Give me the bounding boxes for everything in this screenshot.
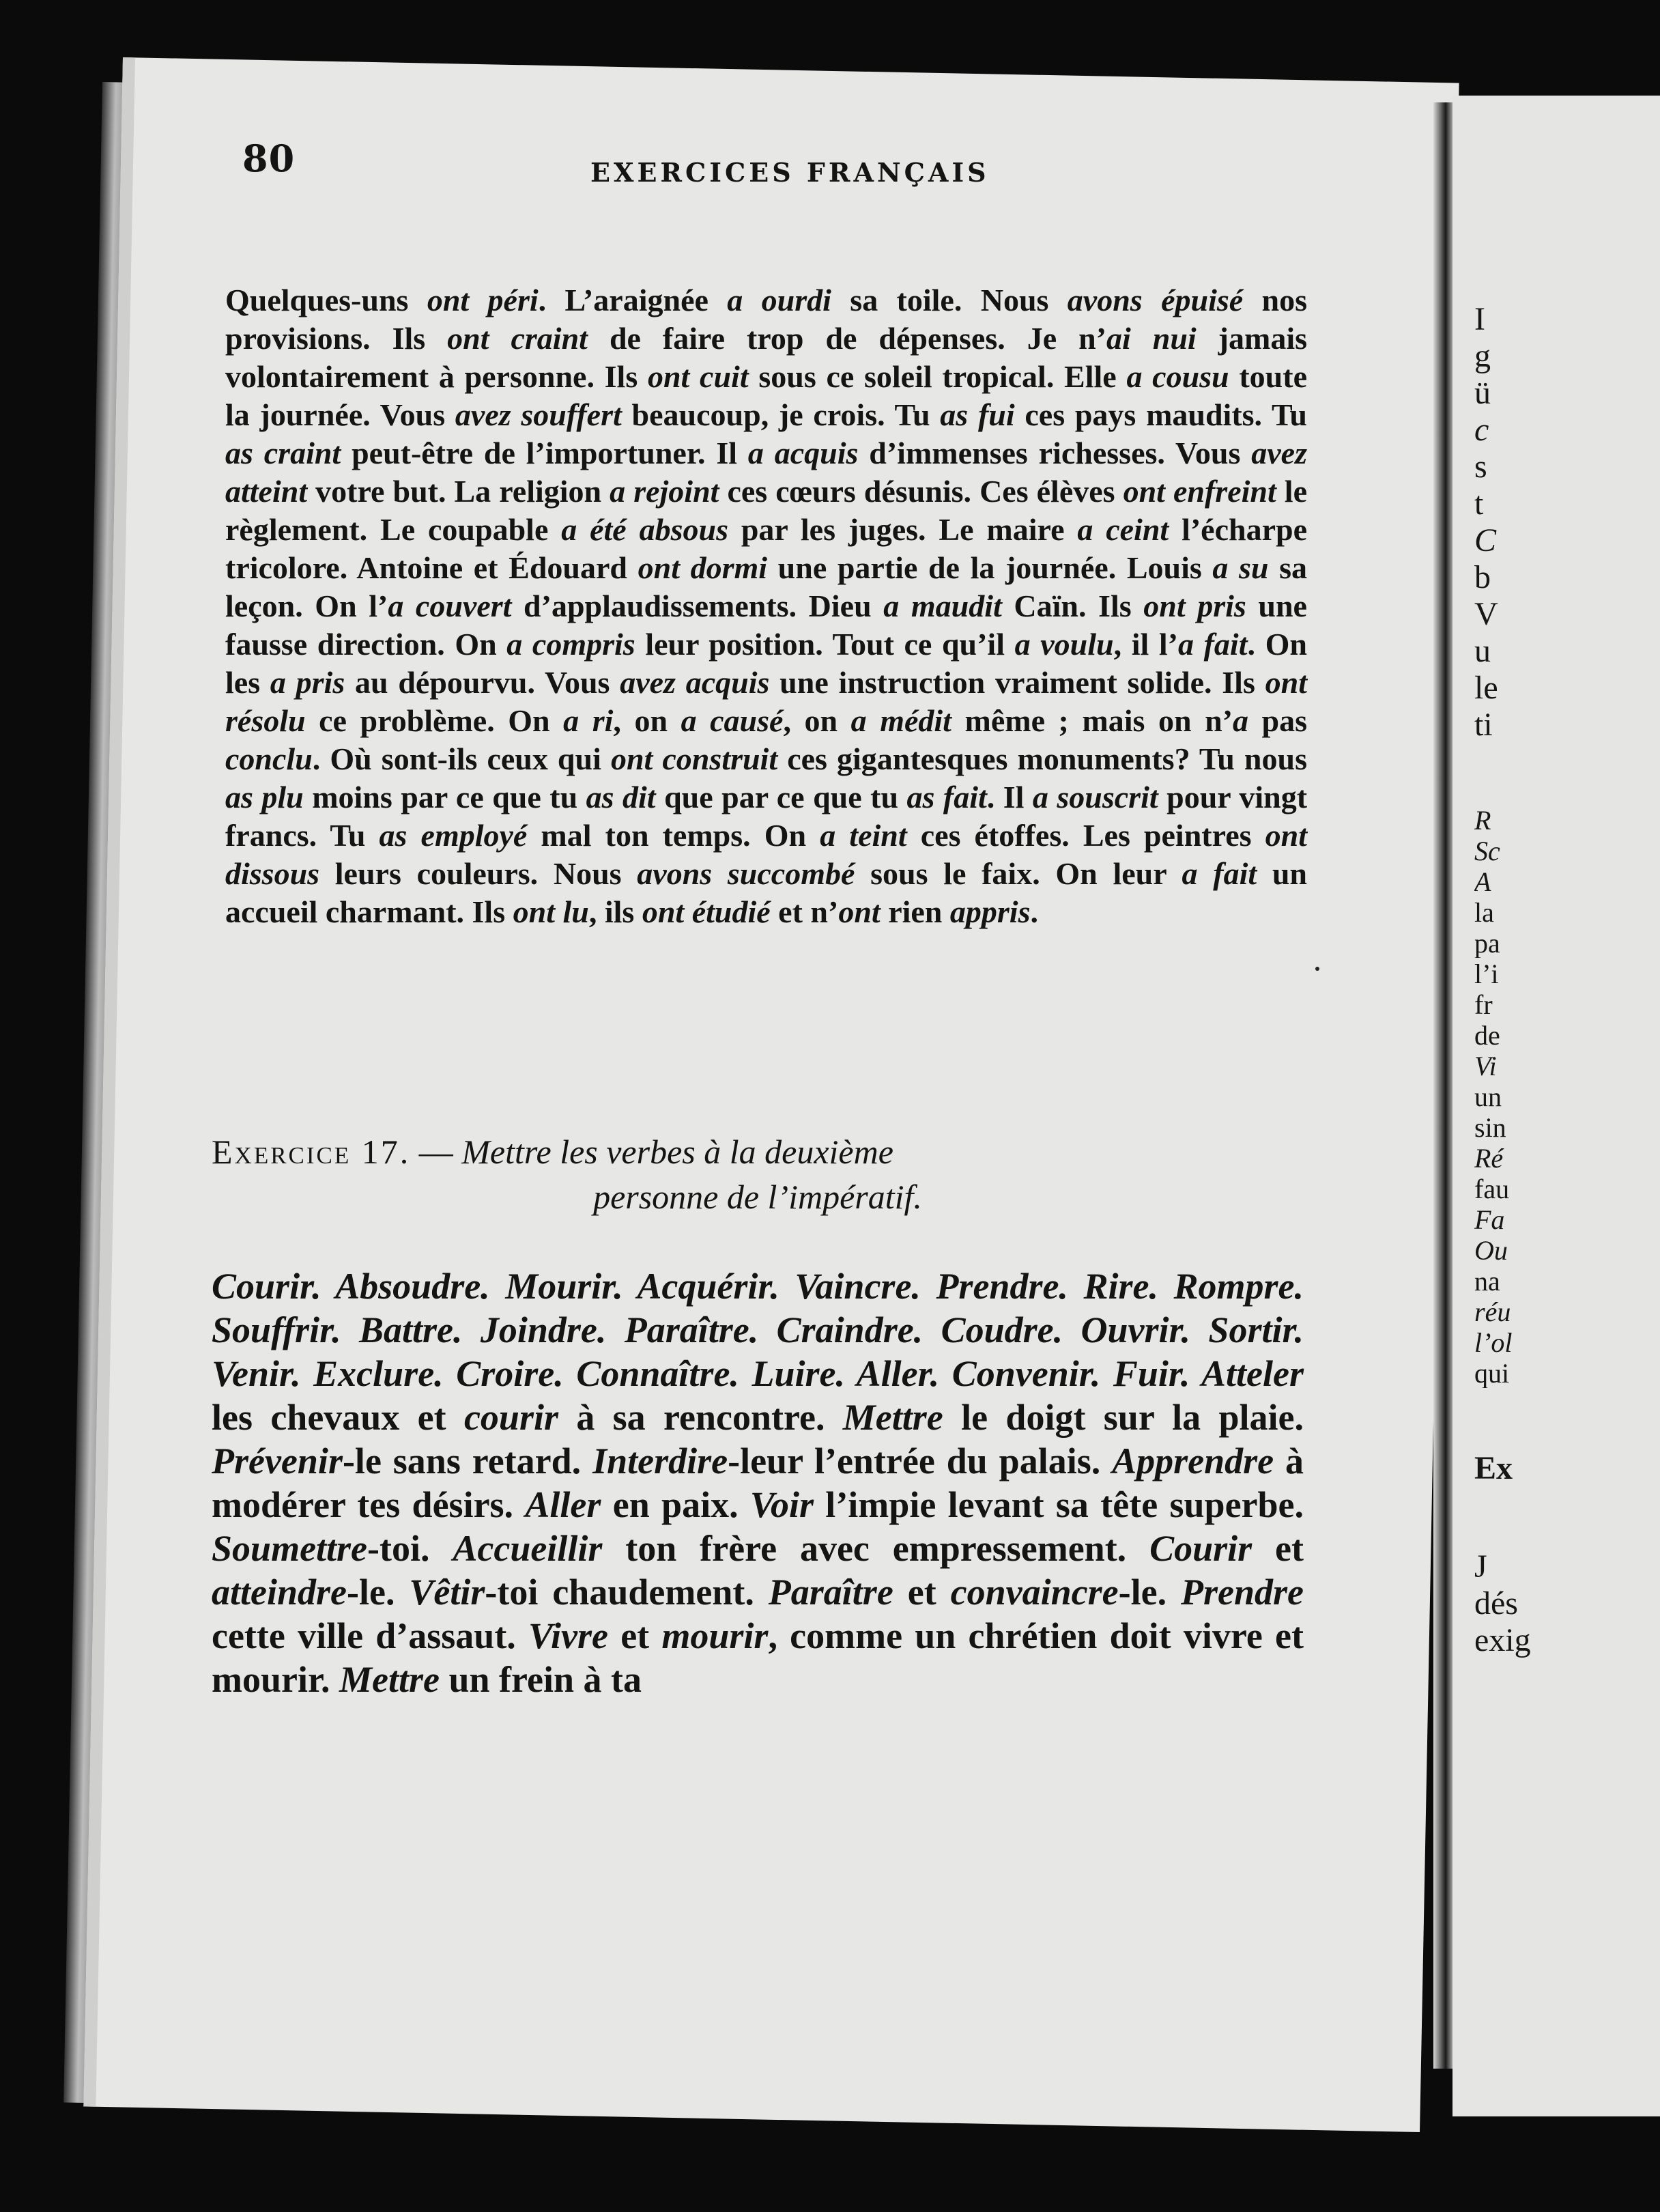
text-run: leurs couleurs. Nous <box>319 856 638 891</box>
right-page-line-fragment: ü <box>1474 375 1491 411</box>
italic-verb-run: a souscrit <box>1032 780 1158 814</box>
italic-verb-run: ont dissous <box>225 818 1307 891</box>
italic-verb-run: Prévenir <box>212 1441 343 1481</box>
text-run: une partie de la journée. Louis <box>767 550 1213 585</box>
text-run: leur position. Tout ce qu’il <box>635 627 1015 662</box>
right-page-line-fragment: Vi <box>1474 1051 1497 1081</box>
italic-verb-run: ont péri <box>427 283 539 317</box>
right-page-line-fragment: na <box>1474 1266 1500 1296</box>
italic-verb-run: Soumettre <box>212 1528 368 1569</box>
fragment-gap <box>1474 1388 1660 1449</box>
italic-verb-run: Vivre <box>528 1615 609 1656</box>
italic-verb-run: Accueillir <box>453 1528 603 1569</box>
text-run: rien <box>880 894 950 929</box>
exercise-17-heading <box>212 1129 1304 1219</box>
italic-verb-run: a pris <box>270 665 345 700</box>
text-run: votre but. La religion <box>307 474 610 509</box>
right-page-line-fragment: c <box>1474 412 1489 448</box>
italic-verb-run: ont lu <box>513 894 589 929</box>
text-run: -le. <box>347 1572 410 1613</box>
italic-verb-run: a acquis <box>747 436 859 470</box>
text-run: en paix. <box>601 1484 750 1525</box>
page-header <box>242 137 1307 198</box>
italic-verb-run: Apprendre <box>1112 1441 1274 1481</box>
italic-verb-run: a teint <box>820 818 907 853</box>
italic-verb-run: a su <box>1212 550 1269 585</box>
text-run: pas <box>1248 703 1308 738</box>
text-run: une instruction vraiment solide. Ils <box>769 665 1265 700</box>
text-run: . L’araignée <box>538 283 728 317</box>
text-run: et <box>1252 1528 1304 1569</box>
italic-verb-run: convaincre <box>950 1572 1119 1613</box>
text-run: toute la journée. Vous <box>225 359 1307 432</box>
italic-verb-run: a été absous <box>561 512 728 547</box>
italic-verb-run: ont <box>838 894 881 929</box>
text-run: -le. <box>1118 1572 1182 1613</box>
ink-speck <box>1315 967 1319 971</box>
text-run: et <box>608 1615 662 1656</box>
text-run: l’écharpe tricolore. Antoine et Édouard <box>225 512 1308 585</box>
italic-verb-run: Prendre <box>1181 1572 1304 1613</box>
italic-verb-run: avons épuisé <box>1067 283 1244 317</box>
text-run: l’impie levant sa tête superbe. <box>813 1484 1304 1525</box>
italic-verb-run: a ri <box>563 703 614 738</box>
italic-verb-run: Aller <box>525 1484 601 1525</box>
right-page-line-fragment: fr <box>1474 989 1493 1019</box>
right-page-line-fragment: g <box>1474 338 1491 374</box>
italic-verb-run: ont construit <box>610 741 778 776</box>
text-run: cette ville d’assaut. <box>212 1615 529 1656</box>
text-run: Caïn. Ils <box>1001 589 1144 623</box>
italic-verb-run: ont enfreint <box>1123 474 1276 509</box>
text-run: une fausse direction. On <box>225 589 1307 662</box>
text-run: ce problème. On <box>305 703 564 738</box>
italic-verb-run: a médit <box>850 703 951 738</box>
italic-verb-run: as dit <box>586 780 656 814</box>
italic-verb-run: ont résolu <box>225 665 1307 738</box>
text-run: même ; mais on n’ <box>951 703 1233 738</box>
right-page-line-fragment: J <box>1474 1548 1487 1585</box>
right-page-line-fragment: Ex <box>1474 1450 1513 1486</box>
italic-verb-run: a fait <box>1182 856 1257 891</box>
right-page-line-fragment: Sc <box>1474 836 1500 866</box>
text-run: le règlement. Le coupable <box>225 474 1307 547</box>
exercise-dash: — <box>410 1133 462 1171</box>
italic-verb-run: avez atteint <box>225 436 1307 509</box>
text-run: . Où sont-ils ceux qui <box>312 741 611 776</box>
italic-verb-run: ont cuit <box>647 359 749 394</box>
italic-verb-run: Mettre <box>339 1659 440 1700</box>
italic-verb-run: conclu <box>225 741 313 776</box>
right-page-line-fragment: sin <box>1474 1112 1506 1142</box>
italic-verb-run: Vêtir <box>409 1572 485 1613</box>
exercise-instruction-line1: Mettre les verbes à la deuxième <box>461 1133 893 1171</box>
italic-verb-run: Interdire <box>592 1441 728 1481</box>
text-run: ces pays maudits. Tu <box>1014 397 1308 432</box>
text-run: beaucoup, je crois. Tu <box>621 397 941 432</box>
right-page-line-fragment: qui <box>1474 1358 1510 1388</box>
italic-verb-run: Paraître <box>768 1572 893 1613</box>
right-page-line-fragment: R <box>1474 805 1491 835</box>
italic-verb-run: a compris <box>506 627 635 662</box>
italic-verb-run: as fait <box>906 780 987 814</box>
italic-verb-run: a rejoint <box>610 474 719 509</box>
right-page-line-fragment: V <box>1474 596 1498 632</box>
exercise-label: Exercice 17. <box>212 1133 411 1171</box>
exercise-17-text <box>212 1264 1304 1701</box>
text-run: Quelques-uns <box>225 283 427 317</box>
text-run: , on <box>783 703 851 738</box>
italic-verb-run: a cousu <box>1126 359 1229 394</box>
italic-verb-run: avez souffert <box>455 397 622 432</box>
text-run: . <box>1030 894 1038 929</box>
text-run: ces gigantesques monuments? Tu nous <box>777 741 1308 776</box>
text-run: mal ton temps. On <box>527 818 820 853</box>
italic-verb-run: atteindre <box>212 1572 347 1613</box>
text-run: , comme un chrétien doit vivre et mourir. <box>212 1615 1304 1700</box>
italic-verb-run: appris <box>949 894 1031 929</box>
page-number: 80 <box>242 137 296 180</box>
italic-verb-run: ont craint <box>447 321 588 356</box>
text-run: -toi chaudement. <box>485 1572 769 1613</box>
text-run: sous ce soleil tropical. Elle <box>748 359 1127 394</box>
italic-verb-run: a fait <box>1178 627 1248 662</box>
right-page-line-fragment: Ou <box>1474 1235 1508 1265</box>
italic-verb-run: a voulu <box>1014 627 1114 662</box>
italic-verb-run: a couvert <box>388 589 512 623</box>
text-run: sous le faix. On leur <box>855 856 1182 891</box>
italic-verb-run: ont étudié <box>642 894 771 929</box>
text-run: un frein à ta <box>439 1659 642 1700</box>
text-run: le doigt sur la plaie. <box>943 1397 1304 1438</box>
italic-verb-run: a <box>1232 703 1248 738</box>
text-run: et <box>893 1572 951 1613</box>
text-run: à modérer tes désirs. <box>212 1441 1304 1525</box>
right-page-text-fragments <box>1474 300 1660 2048</box>
right-page-line-fragment: exig <box>1474 1622 1531 1658</box>
text-run: d’immenses richesses. Vous <box>858 436 1252 470</box>
text-run: les chevaux et <box>212 1397 464 1438</box>
right-page-line-fragment: s <box>1474 449 1487 485</box>
right-page-line-fragment: de <box>1474 1020 1500 1050</box>
italic-verb-run: Courir <box>1149 1528 1253 1569</box>
text-run: au dépourvu. Vous <box>345 665 620 700</box>
italic-verb-run: avons succombé <box>637 856 855 891</box>
right-page-line-fragment: A <box>1474 866 1491 896</box>
text-run: -toi. <box>367 1528 453 1569</box>
right-page-line-fragment: I <box>1474 301 1485 337</box>
right-page-line-fragment: t <box>1474 485 1484 522</box>
italic-verb-run: Courir. Absoudre. Mourir. Acquérir. Vaincre. Prendre. Rire. Rompre. Souffrir. Battre. Joindre. Paraître. Craindre. Coudre. Ouvrir. Sortir. Venir. Exclure. Croire. Connaître. Luire. Aller. Convenir. Fuir. Atteler <box>212 1266 1304 1394</box>
text-run: nos provisions. Ils <box>225 283 1308 356</box>
text-run: et n’ <box>770 894 839 929</box>
right-page-line-fragment: l’i <box>1474 959 1499 989</box>
right-page-line-fragment: Ré <box>1474 1143 1504 1173</box>
right-page-line-fragment: b <box>1474 559 1491 595</box>
text-run: , il l’ <box>1113 627 1178 662</box>
text-run: , on <box>613 703 681 738</box>
fragment-gap <box>1474 743 1660 804</box>
right-page-line-fragment: ti <box>1474 707 1493 743</box>
text-run: par les juges. Le maire <box>728 512 1078 547</box>
right-page-line-fragment: l’ol <box>1474 1327 1513 1357</box>
text-run: sa leçon. On l’ <box>225 550 1308 623</box>
text-run: ton frère avec empressement. <box>602 1528 1150 1569</box>
right-page-line-fragment: fau <box>1474 1174 1510 1204</box>
exercise-instruction-line2: personne de l’impératif. <box>593 1178 922 1216</box>
text-run: , ils <box>588 894 642 929</box>
right-page-line-fragment: un <box>1474 1081 1502 1111</box>
right-page-line-fragment: u <box>1474 633 1491 669</box>
italic-verb-run: mourir <box>661 1615 769 1656</box>
text-run: que par ce que tu <box>655 780 907 814</box>
italic-verb-run: Mettre <box>842 1397 943 1438</box>
italic-verb-run: ai nui <box>1106 321 1197 356</box>
right-page-line-fragment: réu <box>1474 1296 1511 1327</box>
italic-verb-run: a maudit <box>883 589 1002 623</box>
text-run: à sa rencontre. <box>558 1397 843 1438</box>
right-page-line-fragment: Fa <box>1474 1204 1505 1234</box>
italic-verb-run: ont dormi <box>638 550 768 585</box>
italic-verb-run: a ourdi <box>727 283 831 317</box>
italic-verb-run: a causé <box>681 703 784 738</box>
text-run: -le sans retard. <box>342 1441 593 1481</box>
right-page-line-fragment: la <box>1474 897 1494 927</box>
italic-verb-run: as fui <box>940 397 1015 432</box>
right-page-line-fragment: C <box>1474 522 1497 558</box>
italic-verb-run: as plu <box>225 780 304 814</box>
text-run: . Il <box>986 780 1033 814</box>
running-head: EXERCICES FRANÇAIS <box>590 157 990 188</box>
text-run: peut-être de l’importuner. Il <box>341 436 748 470</box>
italic-verb-run: ont pris <box>1143 589 1246 623</box>
text-run: un accueil charmant. Ils <box>225 856 1308 929</box>
text-run: sa toile. Nous <box>831 283 1068 317</box>
fragment-gap <box>1474 1486 1660 1548</box>
text-run: jamais volontairement à personne. Ils <box>225 321 1307 394</box>
right-page-line-fragment: le <box>1474 670 1498 706</box>
text-run: de faire trop de dépenses. Je n’ <box>587 321 1106 356</box>
text-run: ces étoffes. Les peintres <box>906 818 1265 853</box>
italic-verb-run: as craint <box>225 436 341 470</box>
text-run: pour vingt francs. Tu <box>225 780 1308 853</box>
italic-verb-run: a ceint <box>1077 512 1169 547</box>
right-page-line-fragment: dés <box>1474 1585 1518 1621</box>
text-run: -leur l’entrée du palais. <box>728 1441 1113 1481</box>
italic-verb-run: courir <box>463 1397 558 1438</box>
text-run: ces cœurs désunis. Ces élèves <box>719 474 1124 509</box>
exercise-16-text <box>225 281 1307 931</box>
text-run: moins par ce que tu <box>303 780 586 814</box>
italic-verb-run: Voir <box>749 1484 814 1525</box>
text-run: . On les <box>225 627 1307 700</box>
italic-verb-run: avez acquis <box>620 665 770 700</box>
book-gutter <box>1433 102 1454 2069</box>
right-page-line-fragment: pa <box>1474 928 1500 958</box>
text-run: d’applaudissements. Dieu <box>511 589 884 623</box>
italic-verb-run: as employé <box>379 818 528 853</box>
